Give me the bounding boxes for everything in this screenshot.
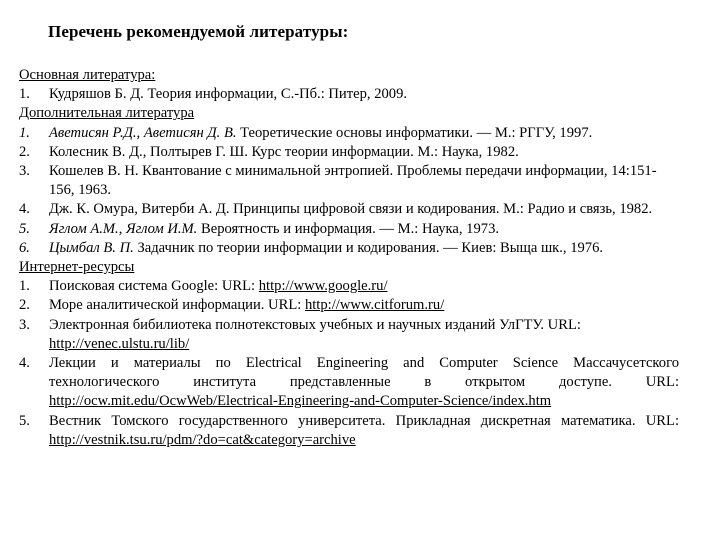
list-item — [19, 239, 679, 258]
list-item — [19, 354, 679, 412]
bibliography — [19, 66, 679, 450]
item-number: 4. — [19, 201, 30, 218]
resource-link[interactable]: http://www.citforum.ru/ — [304, 297, 445, 314]
item-number: 1. — [19, 86, 30, 103]
item-text: Лекции и материалы по Electrical Engineering and Computer Science Массачусетского технологического института представленные в открытом доступе. URL: — [49, 355, 679, 391]
item-text: Поисковая система Google: URL: — [49, 278, 259, 295]
item-text: Море аналитической информации. URL: — [49, 297, 305, 314]
list-item — [19, 162, 679, 200]
list-item — [19, 85, 679, 104]
item-authors: Яглом А.М., Яглом И.М. — [49, 220, 198, 237]
section-heading-additional: Дополнительная литература — [19, 105, 195, 122]
section-heading-internet: Интернет-ресурсы — [19, 259, 135, 276]
item-number: 5. — [19, 220, 30, 237]
list-item — [19, 316, 679, 354]
item-number: 1. — [19, 278, 30, 295]
item-text: Задачник по теории информации и кодирования. — Киев: Выща шк., 1976. — [133, 239, 604, 256]
resource-link[interactable]: http://vestnik.tsu.ru/pdm/?do=cat&category=archive — [49, 431, 356, 448]
list-item — [19, 124, 679, 143]
item-text: Кошелев В. Н. Квантование с минимальной энтропией. Проблемы передачи информации, 14:151-156, 1963. — [49, 163, 657, 199]
item-text: Кудряшов Б. Д. Теория информации, С.-Пб.: Питер, 2009. — [49, 86, 408, 103]
item-text: Электронная бибилиотека полнотекстовых учебных и научных изданий УлГТУ. URL: — [49, 316, 581, 333]
item-number: 6. — [19, 239, 30, 256]
resource-link[interactable]: http://venec.ulstu.ru/lib/ — [49, 335, 190, 352]
item-text: Колесник В. Д., Полтырев Г. Ш. Курс теории информации. М.: Наука, 1982. — [49, 143, 519, 160]
item-number: 1. — [19, 124, 30, 141]
list-item — [19, 220, 679, 239]
list-item — [19, 143, 679, 162]
item-authors: Аветисян Р.Д., Аветисян Д. В. — [49, 124, 237, 141]
item-authors: Цымбал В. П. — [49, 239, 134, 256]
resource-link[interactable]: http://www.google.ru/ — [258, 278, 388, 295]
item-number: 3. — [19, 316, 30, 333]
section-heading-main: Основная литература: — [19, 67, 156, 83]
item-number: 5. — [19, 412, 30, 429]
item-number: 3. — [19, 163, 30, 180]
list-item — [19, 296, 679, 315]
item-text: Вероятность и информация. — М.: Наука, 1973. — [197, 220, 500, 237]
list-item — [19, 412, 679, 450]
list-item — [19, 277, 679, 296]
item-number: 2. — [19, 143, 30, 160]
item-text: Вестник Томского государственного университета. Прикладная дискретная математика. URL: — [49, 412, 679, 429]
page-title: Перечень рекомендуемой литературы: — [48, 22, 349, 41]
item-number: 4. — [19, 355, 30, 372]
item-text: Теоретические основы информатики. — М.: РГГУ, 1997. — [236, 124, 593, 141]
list-item — [19, 200, 679, 219]
resource-link[interactable]: http://ocw.mit.edu/OcwWeb/Electrical-Engineering-and-Computer-Science/index.htm — [49, 393, 552, 410]
item-number: 2. — [19, 297, 30, 314]
item-text: Дж. К. Омура, Витерби А. Д. Принципы цифровой связи и кодирования. М.: Радио и связь, 1982. — [49, 201, 653, 218]
